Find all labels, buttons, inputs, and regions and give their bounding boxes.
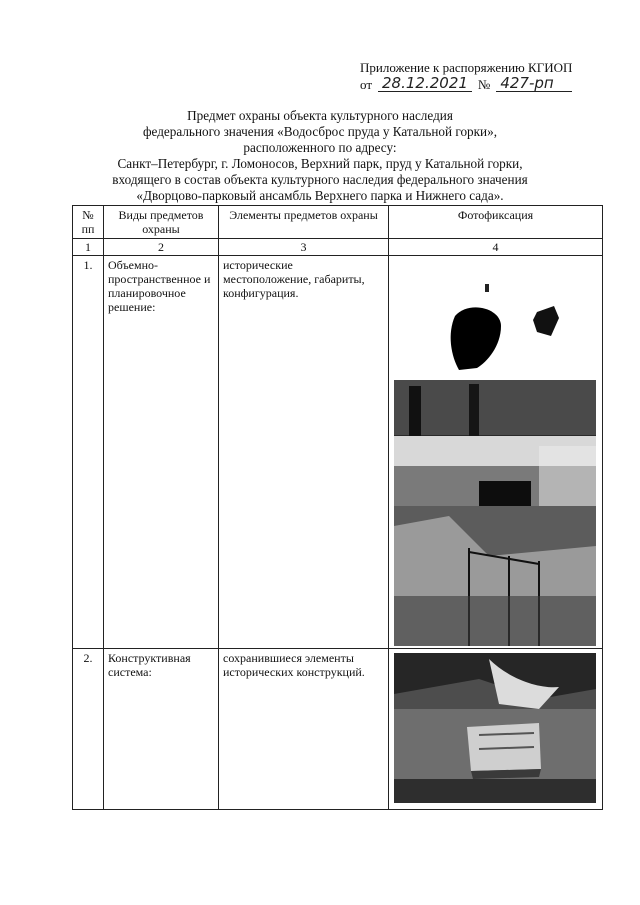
header-elements: Элементы предметов охраны [219, 206, 389, 239]
row-elements: сохранившиеся элементы исторических конструкций. [219, 649, 389, 810]
row-number: 2. [73, 649, 104, 810]
site-photo-1 [389, 256, 602, 648]
date-prefix: от [360, 77, 373, 92]
title-line: Санкт–Петербург, г. Ломоносов, Верхний парк, пруд у Катальной горки, [117, 156, 523, 171]
document-title [100, 108, 540, 204]
column-number: 3 [219, 239, 389, 256]
column-number: 4 [389, 239, 603, 256]
appendix-heading: Приложение к распоряжению КГИОП [360, 60, 573, 75]
handwritten-number: 427-рп [496, 76, 571, 92]
table-row [73, 256, 603, 649]
header-row [73, 206, 603, 239]
title-line: «Дворцово-парковый ансамбль Верхнего парка и Нижнего сада». [136, 188, 504, 203]
title-line: расположенного по адресу: [243, 140, 397, 155]
title-line: Предмет охраны объекта культурного наследия [187, 108, 453, 123]
row-type: Конструктивная система: [104, 649, 219, 810]
appendix-date-line [360, 76, 600, 92]
header-num: № пп [73, 206, 104, 239]
number-prefix: № [477, 77, 491, 92]
photo-cell [389, 649, 603, 810]
row-type: Объемно-пространственное и планировочное решение: [104, 256, 219, 649]
column-number-row [73, 239, 603, 256]
column-number: 2 [104, 239, 219, 256]
row-elements: исторические местоположение, габариты, конфигурация. [219, 256, 389, 649]
photo-cell [389, 256, 603, 649]
handwritten-date: 28.12.2021 [378, 76, 472, 92]
appendix-block [360, 60, 600, 92]
header-type: Виды предметов охраны [104, 206, 219, 239]
row-number: 1. [73, 256, 104, 649]
protection-table [72, 205, 603, 810]
table-row [73, 649, 603, 810]
column-number: 1 [73, 239, 104, 256]
site-photo-2 [389, 649, 602, 809]
title-line: федерального значения «Водосброс пруда у Катальной горки», [143, 124, 497, 139]
title-line: входящего в состав объекта культурного наследия федерального значения [112, 172, 528, 187]
header-photo: Фотофиксация [389, 206, 603, 239]
